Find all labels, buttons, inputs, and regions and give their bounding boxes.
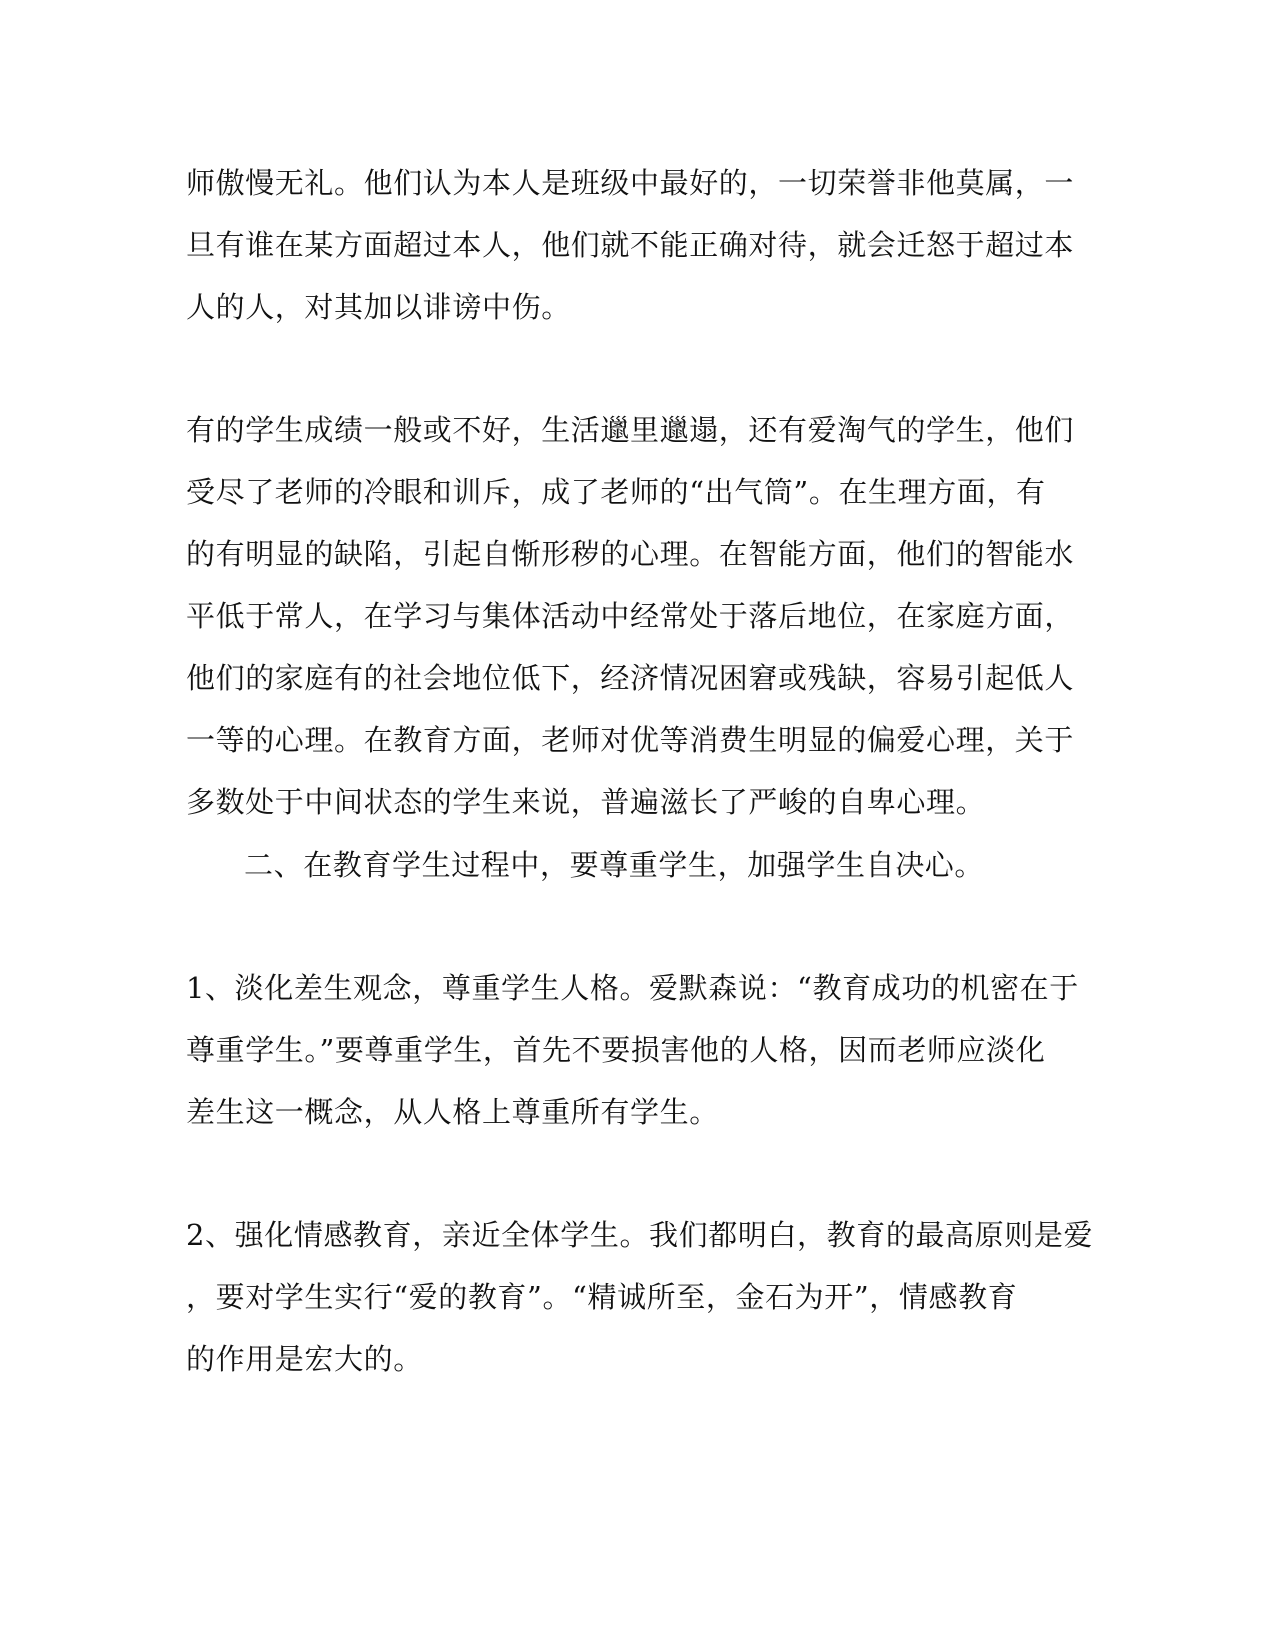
text-line: 平低于常人，在学习与集体活动中经常处于落后地位，在家庭方面， [186, 599, 1075, 633]
text-line: 的有明显的缺陷，引起自惭形秽的心理。在智能方面，他们的智能水 [186, 537, 1075, 571]
text-line: ，要对学生实行“爱的教育”。“精诚所至，金石为开”，情感教育 [186, 1280, 1018, 1314]
text-line: 旦有谁在某方面超过本人，他们就不能正确对待，就会迁怒于超过本 [186, 228, 1075, 262]
text-line: 的作用是宏大的。 [186, 1342, 423, 1376]
text-line: 一等的心理。在教育方面，老师对优等消费生明显的偏爱心理，关于 [186, 723, 1075, 757]
text-line: 人的人，对其加以诽谤中伤。 [186, 290, 571, 324]
text-line: 1、淡化差生观念，尊重学生人格。爱默森说：“教育成功的机密在于 [186, 971, 1079, 1005]
text-line: 多数处于中间状态的学生来说，普遍滋长了严峻的自卑心理。 [186, 785, 986, 819]
text-line: 差生这一概念，从人格上尊重所有学生。 [186, 1095, 719, 1129]
text-line: 2、强化情感教育，亲近全体学生。我们都明白，教育的最高原则是爱 [186, 1218, 1094, 1252]
text-line: 师傲慢无礼。他们认为本人是班级中最好的，一切荣誉非他莫属，一 [186, 166, 1075, 200]
text-line: 受尽了老师的冷眼和训斥，成了老师的“出气筒”。在生理方面，有 [186, 475, 1046, 509]
text-line: 有的学生成绩一般或不好，生活邋里邋遢，还有爱淘气的学生，他们 [186, 413, 1075, 447]
text-line: 尊重学生。”要尊重学生，首先不要损害他的人格，因而老师应淡化 [186, 1033, 1046, 1067]
text-line: 他们的家庭有的社会地位低下，经济情况困窘或残缺，容易引起低人 [186, 661, 1075, 695]
section-heading: 二、在教育学生过程中，要尊重学生，加强学生自决心。 [244, 848, 985, 882]
